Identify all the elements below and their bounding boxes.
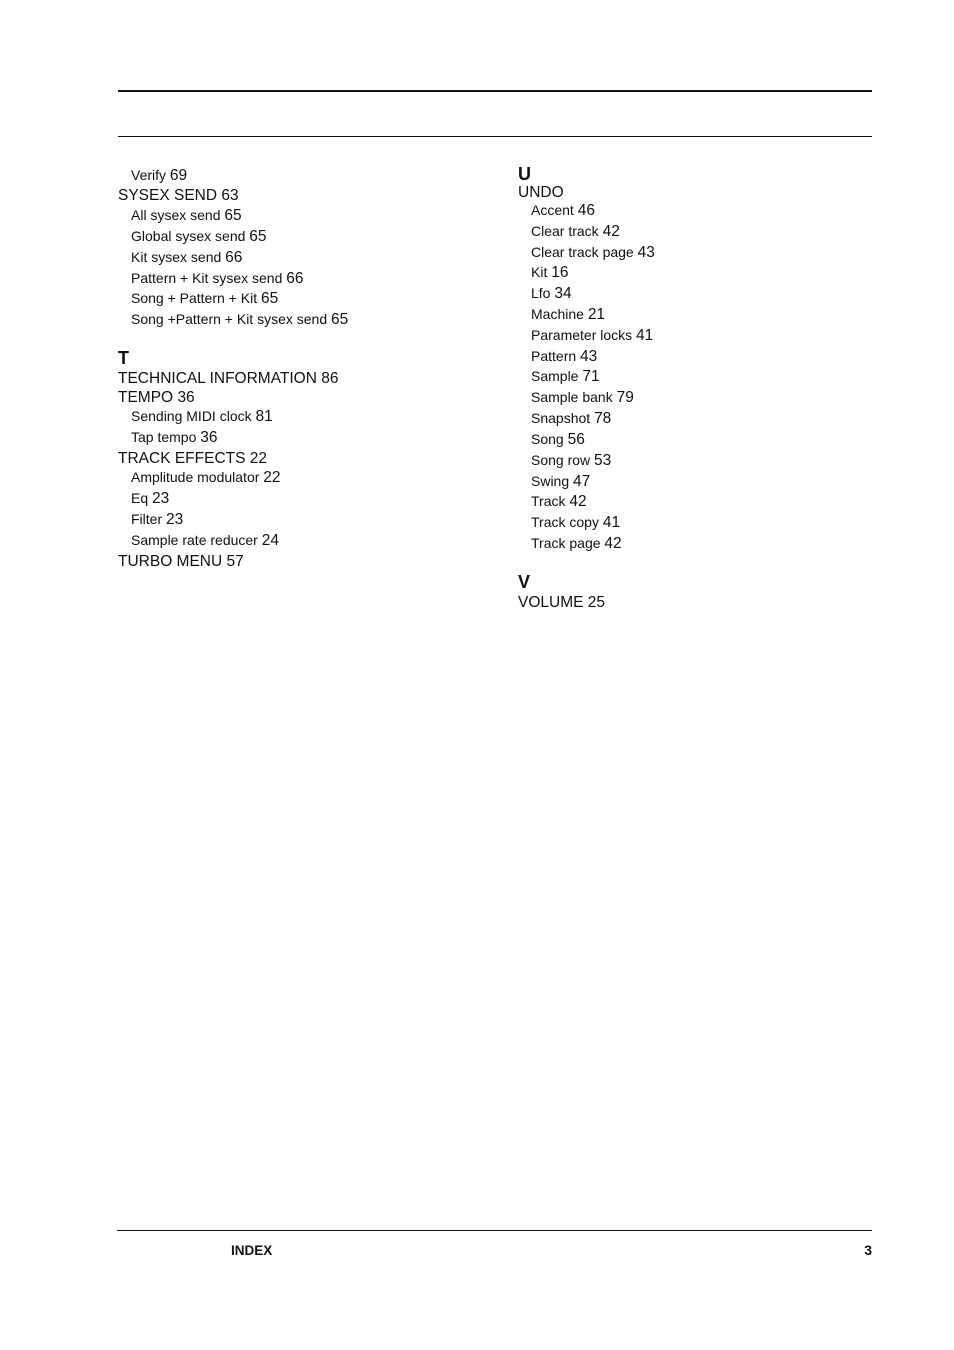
index-term: Tap tempo: [131, 429, 197, 445]
index-term: Kit: [531, 264, 548, 280]
index-term: Sending MIDI clock: [131, 408, 252, 424]
index-page-number: 34: [554, 285, 572, 302]
index-page-number: 71: [582, 368, 600, 385]
index-page-number: 41: [636, 327, 654, 344]
index-term: Eq: [131, 490, 149, 506]
index-page-number: 65: [249, 228, 267, 245]
index-page-number: 21: [587, 306, 606, 323]
index-page-number: 23: [166, 511, 184, 528]
header-rule-thin: [118, 136, 872, 137]
index-page-number: 42: [569, 493, 587, 510]
index-page-number: 22: [249, 450, 268, 467]
index-term: Verify: [131, 167, 167, 183]
index-term: Song +Pattern + Kit sysex send: [131, 311, 328, 327]
index-term: TRACK EFFECTS: [118, 450, 246, 467]
index-page-number: 57: [226, 553, 244, 570]
index-entry-clear-track: [531, 224, 620, 240]
index-page-number: 16: [551, 264, 569, 281]
index-entry-lfo: [531, 286, 572, 302]
index-term: Accent: [531, 202, 574, 218]
index-entry-parameter-locks: [531, 328, 653, 344]
index-term: Clear track: [531, 223, 599, 239]
index-entry-all-sysex-send: [131, 208, 242, 224]
index-term: Song row: [531, 452, 591, 468]
index-entry-pattern-kit-sysex-send: [131, 271, 304, 287]
index-letter-heading-v: [518, 573, 530, 591]
index-entry-amplitude-modulator: [131, 470, 281, 486]
index-entry-snapshot: [531, 411, 611, 427]
index-entry-track: [531, 494, 587, 510]
index-page-number: 43: [637, 244, 655, 261]
index-entry-track-effects: [118, 451, 267, 467]
index-entry-pattern: [531, 349, 597, 365]
index-term: Track: [531, 493, 566, 509]
index-term: Track page: [531, 535, 601, 551]
index-entry-clear-track-page: [531, 245, 655, 261]
index-entry-verify: [131, 168, 187, 184]
index-entry-sysex-send: [118, 188, 239, 204]
index-term: Sample rate reducer: [131, 532, 258, 548]
index-entry-kit-sysex-send: [131, 250, 242, 266]
index-entry-filter: [131, 512, 183, 528]
index-page-number: 79: [616, 389, 634, 406]
index-term: Song + Pattern + Kit: [131, 290, 258, 306]
index-entry-technical-information: [118, 371, 338, 387]
index-entry-global-sysex-send: [131, 229, 267, 245]
footer-rule: [117, 1230, 872, 1231]
index-page-number: 36: [177, 389, 195, 406]
index-page-number: 65: [224, 207, 242, 224]
index-entry-volume: [518, 595, 605, 611]
index-term: UNDO: [518, 184, 564, 201]
index-page-number: 78: [594, 410, 612, 427]
index-page-number: 42: [602, 223, 620, 240]
index-entry-undo: [518, 185, 564, 201]
index-entry-sample-bank: [531, 390, 634, 406]
index-term: Track copy: [531, 514, 599, 530]
index-term: Clear track page: [531, 244, 634, 260]
index-page-number: 42: [604, 535, 622, 552]
index-term: Machine: [531, 306, 584, 322]
index-term: T: [118, 348, 129, 368]
index-entry-turbo-menu: [118, 554, 244, 570]
footer-page-number: 3: [864, 1242, 872, 1258]
index-page-number: 23: [152, 490, 170, 507]
index-page-number: 86: [321, 370, 339, 387]
index-term: Pattern + Kit sysex send: [131, 270, 283, 286]
index-term: Amplitude modulator: [131, 469, 260, 485]
index-term: Lfo: [531, 285, 551, 301]
footer-section-label: INDEX: [231, 1243, 273, 1258]
index-term: Pattern: [531, 348, 577, 364]
index-entry-song-pattern-kit-sysex-send: [131, 312, 348, 328]
index-letter-heading-t: [118, 349, 129, 367]
index-page-number: 36: [200, 429, 218, 446]
index-entry-swing: [531, 474, 590, 490]
index-term: All sysex send: [131, 207, 221, 223]
index-term: VOLUME: [518, 594, 584, 611]
index-term: Song: [531, 431, 564, 447]
index-entry-track-copy: [531, 515, 620, 531]
index-entry-sample-rate-reducer: [131, 533, 279, 549]
index-term: Global sysex send: [131, 228, 246, 244]
index-page-number: 66: [225, 249, 243, 266]
index-page-number: 63: [221, 187, 239, 204]
index-term: Kit sysex send: [131, 249, 222, 265]
index-term: Snapshot: [531, 410, 591, 426]
index-term: TECHNICAL INFORMATION: [118, 370, 317, 387]
index-page-number: 53: [594, 452, 612, 469]
index-term: SYSEX SEND: [118, 187, 218, 204]
index-term: Sample: [531, 368, 579, 384]
index-page-number: 65: [331, 311, 349, 328]
index-entry-sample: [531, 369, 600, 385]
index-entry-accent: [531, 203, 595, 219]
index-term: Parameter locks: [531, 327, 633, 343]
index-entry-sending-midi-clock: [131, 409, 273, 425]
index-entry-tap-tempo: [131, 430, 218, 446]
index-page-number: 47: [573, 473, 591, 490]
index-entry-tempo: [118, 390, 195, 406]
index-page-number: 56: [567, 431, 585, 448]
index-page-number: 69: [169, 167, 188, 184]
index-page-number: 25: [587, 594, 606, 611]
index-page-number: 43: [580, 348, 598, 365]
index-term: TURBO MENU: [118, 553, 223, 570]
index-page-number: 46: [577, 202, 595, 219]
index-entry-machine: [531, 307, 605, 323]
index-entry-track-page: [531, 536, 622, 552]
index-term: Sample bank: [531, 389, 613, 405]
index-page-number: 41: [602, 514, 621, 531]
index-page-number: 81: [255, 408, 273, 425]
index-page-number: 22: [263, 469, 281, 486]
index-entry-song: [531, 432, 585, 448]
index-term: TEMPO: [118, 389, 174, 406]
header-rule-thick: [118, 90, 872, 92]
index-page-number: 24: [261, 532, 279, 549]
index-term: Swing: [531, 473, 570, 489]
index-term: Filter: [131, 511, 163, 527]
index-term: V: [518, 572, 531, 592]
index-entry-song-pattern-kit: [131, 291, 278, 307]
index-letter-heading-u: [518, 165, 531, 183]
index-page-number: 66: [286, 270, 304, 287]
index-entry-eq: [131, 491, 169, 507]
index-page-number: 65: [260, 290, 279, 307]
index-entry-song-row: [531, 453, 611, 469]
index-entry-kit: [531, 265, 568, 281]
index-term: U: [518, 164, 531, 184]
